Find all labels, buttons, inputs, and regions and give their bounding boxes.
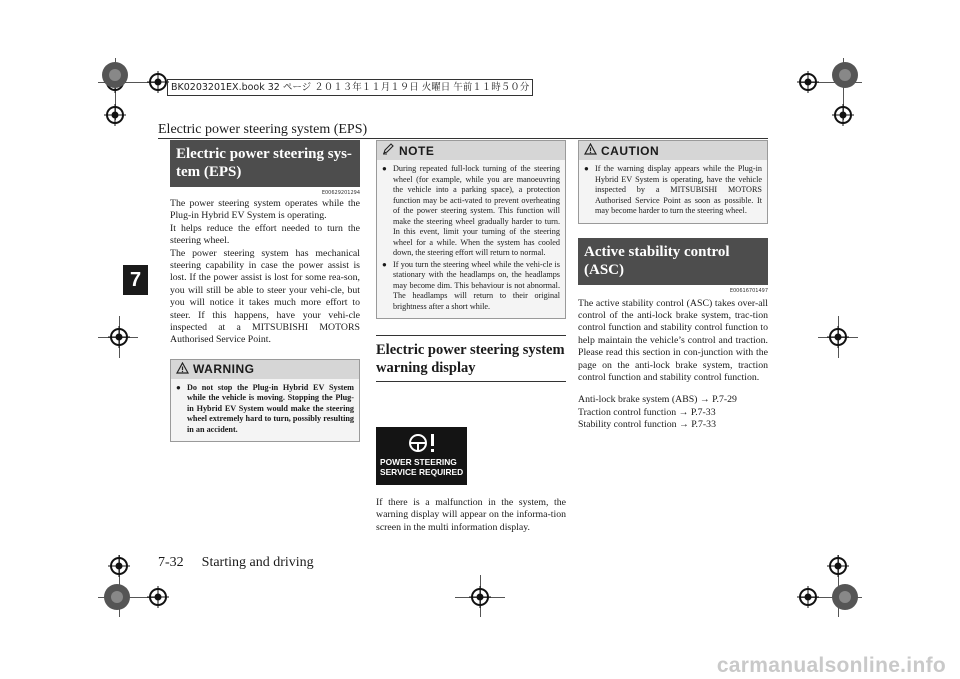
file-stamp: BK0203201EX.book 32 ページ ２０１３年１１月１９日 火曜日 午前１１時５０分	[167, 79, 533, 96]
footer-section: Starting and driving	[201, 555, 314, 570]
note-item	[382, 164, 560, 259]
bullet-icon: ●	[176, 382, 181, 392]
color-target-top-right	[830, 60, 860, 90]
eps-warning-display-image	[376, 427, 467, 485]
asc-paragraph: The active stability control (ASC) takes over-all control of the anti-lock brake system, trac-tion control function and stability control function to help maintain the vehicle’s control and traction. Please read this section in con-junction with the page on the anti-lock brake system, traction control function and stability control function.	[578, 297, 768, 383]
registration-mark-right-upper	[832, 104, 854, 126]
warning-header	[171, 360, 359, 379]
note-box	[376, 140, 566, 319]
warning-item-text: Do not stop the Plug-in Hybrid EV System while the vehicle is moving. Stopping the Plug-in Hybrid EV System would make the steering wheel extremely hard to turn, possibly resulting in an accident.	[187, 382, 354, 434]
header-rule	[158, 138, 768, 139]
note-item-text: During repeated full-lock turning of the steering wheel (for example, while you are manoeuvring the vehicle into a parking space), a protection function may be acti-vated to prevent overheating of the power steering system. This function will make the steering wheel gradually harder to turn. In this event, limit your turning of the steering wheel for a while. When the system has cooled down, the steering effort will return to normal.	[393, 164, 560, 257]
bullet-icon: ●	[382, 259, 387, 269]
caution-item-text: If the warning display appears while the Plug-in Hybrid EV System is operating, have the vehicle inspected by a MITSUBISHI MOTORS Authorised Service Point as soon as possible. It may become harder to turn the steering wheel.	[595, 164, 762, 215]
page-number: 7-32	[158, 555, 184, 570]
note-body	[377, 160, 565, 318]
bullet-icon: ●	[382, 164, 387, 173]
registration-mark-bottom-left	[108, 555, 130, 577]
column-asc	[578, 140, 768, 432]
warning-label: WARNING	[193, 362, 255, 377]
eps-display-line-2: SERVICE REQUIRED	[380, 467, 464, 477]
registration-mark-left-middle	[108, 326, 130, 348]
chapter-tab: 7	[123, 265, 148, 295]
eps-display-text	[380, 457, 463, 477]
eps-display-line-1: POWER STEERING	[380, 457, 457, 467]
caution-header	[579, 141, 767, 160]
caution-box	[578, 140, 768, 224]
page-header-title: Electric power steering system (EPS)	[158, 122, 368, 137]
bullet-icon: ●	[584, 164, 589, 173]
column-note	[376, 140, 566, 382]
eps-body	[170, 198, 360, 347]
note-label: NOTE	[399, 143, 435, 158]
eps-heading: Electric power steering sys-tem (EPS)	[170, 140, 360, 187]
eps-paragraph-2: It helps reduce the effort needed to turn the steering wheel.	[170, 222, 360, 247]
asc-ref-abs: Anti-lock brake system (ABS) → P.7-29	[578, 394, 737, 406]
note-header	[377, 141, 565, 160]
registration-mark-top-left-inner	[147, 71, 169, 93]
registration-mark-bottom-left-inner	[147, 586, 169, 608]
registration-mark-bottom-right	[827, 555, 849, 577]
eps-paragraph-3: The power steering system has mechanical steering capability in case the power assist is lost. If the power assist is lost for some rea-son, you will still be able to steer your vehi-cle, but you will notice it takes much more effort to steer. If this happens, have your vehi-cle inspected at a MITSUBISHI MOTORS Authorised Service Point.	[170, 247, 360, 346]
spacer	[578, 384, 768, 394]
registration-mark-right-middle	[827, 326, 849, 348]
color-target-top-left	[100, 60, 130, 90]
note-pencil-icon	[382, 143, 395, 158]
asc-ref-traction: Traction control function → P.7-33	[578, 406, 716, 418]
steering-warning-icon	[408, 432, 438, 459]
warning-display-heading: Electric power steering system warning display	[376, 335, 566, 382]
color-target-bottom-right	[830, 582, 860, 612]
eps-paragraph-1: The power steering system operates while the Plug-in Hybrid EV System is operating.	[170, 198, 360, 222]
color-target-bottom-left	[102, 582, 132, 612]
watermark: carmanualsonline.info	[716, 654, 946, 677]
caution-body	[579, 160, 767, 223]
caution-item	[584, 164, 762, 217]
page-footer	[158, 555, 314, 571]
warning-item	[176, 383, 354, 436]
asc-body	[578, 298, 768, 432]
caution-label: CAUTION	[601, 143, 660, 158]
asc-section-id: E00616701497	[729, 287, 768, 294]
warning-body	[171, 379, 359, 442]
warning-triangle-icon	[176, 362, 189, 377]
eps-section-id: E00629201294	[321, 190, 360, 196]
registration-mark-bottom-center	[469, 586, 491, 608]
caution-triangle-icon	[584, 143, 597, 158]
warning-box	[170, 359, 360, 443]
note-item	[382, 260, 560, 313]
asc-ref-stability: Stability control function → P.7-33	[578, 419, 716, 431]
registration-mark-bottom-right-inner	[797, 586, 819, 608]
column-eps	[170, 140, 360, 442]
registration-mark-left-upper	[104, 104, 126, 126]
asc-heading: Active stability control (ASC)	[578, 238, 768, 285]
registration-mark-top-right	[797, 71, 819, 93]
note-item-text: If you turn the steering wheel while the vehi-cle is stationary with the headlamps on, the headlamps may become dim. This behaviour is not abnormal. The headlamps will return to their original brightness after a short while.	[393, 259, 560, 311]
warning-display-paragraph: If there is a malfunction in the system, the warning display will appear on the informa-tion screen in the multi information display.	[376, 497, 566, 533]
